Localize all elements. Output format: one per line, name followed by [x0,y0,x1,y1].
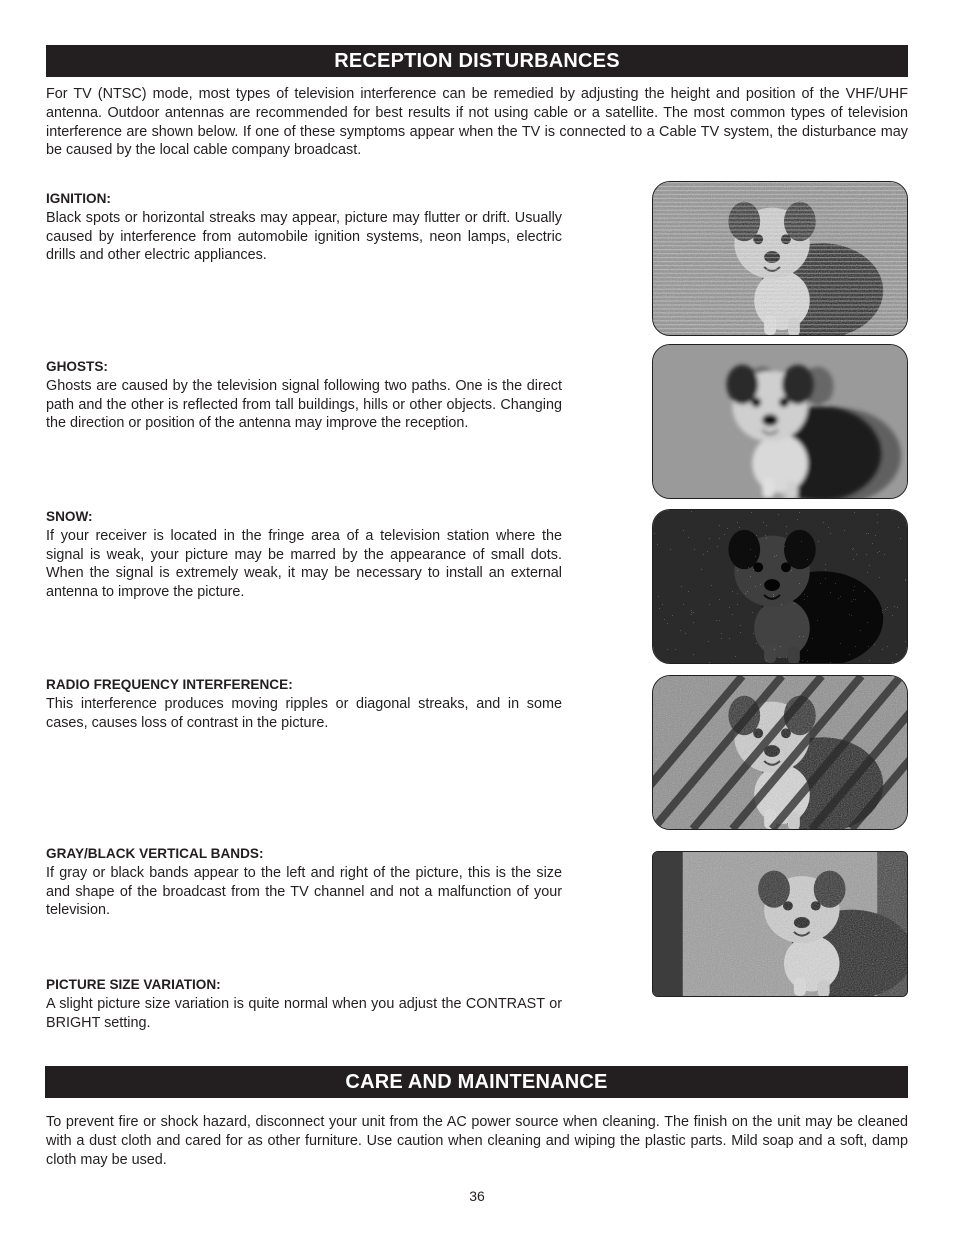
section-header-care: CARE AND MAINTENANCE [45,1066,908,1098]
ignition-example-image [652,181,908,336]
section-title: GHOSTS: [46,359,108,374]
section-body: This interference produces moving ripples or diagonal streaks, and in some cases, causes loss of contrast in the picture. [46,695,562,731]
section-snow [46,508,562,602]
vertical-bands-example-image [652,851,908,997]
section-body: Black spots or horizontal streaks may appear, picture may flutter or drift. Usually caused by interference from automobile ignition systems, neon lamps, electric drills and other electric appliances. [46,209,562,264]
section-title: SNOW: [46,509,93,524]
section-rf-interference [46,676,562,732]
section-ignition [46,190,562,265]
section-title: IGNITION: [46,191,111,206]
section-header-reception: RECEPTION DISTURBANCES [46,45,908,77]
section-body: A slight picture size variation is quite normal when you adjust the CONTRAST or BRIGHT setting. [46,995,562,1031]
section-ghosts [46,358,562,433]
section-body: If gray or black bands appear to the left and right of the picture, this is the size and shape of the broadcast from the TV channel and not a malfunction of your television. [46,864,562,919]
ghosts-example-image [652,344,908,499]
snow-example-image [652,509,908,664]
section-picture-size [46,976,562,1032]
section-vertical-bands [46,845,562,920]
section-title: RADIO FREQUENCY INTERFERENCE: [46,677,293,692]
page-number: 36 [469,1188,485,1204]
section-title: PICTURE SIZE VARIATION: [46,977,221,992]
section-body: Ghosts are caused by the television signal following two paths. One is the direct path and the other is reflected from tall buildings, hills or other objects. Changing the direction or position of the antenna may improve the reception. [46,377,562,432]
intro-paragraph: For TV (NTSC) mode, most types of television interference can be remedied by adjusting the height and position of the VHF/UHF antenna. Outdoor antennas are recommended for best results if not using cable or a satellite. The most common types of television interference are shown below. If one of these symptoms appear when the TV is connected to a Cable TV system, the disturbance may be caused by the local cable company broadcast. [46,86,908,159]
section-body: If your receiver is located in the fringe area of a television station where the signal is weak, your picture may be marred by the appearance of small dots. When the signal is extremely weak, it may be necessary to install an external antenna to improve the picture. [46,527,562,601]
care-paragraph: To prevent fire or shock hazard, disconnect your unit from the AC power source when cleaning. The finish on the unit may be cleaned with a dust cloth and cared for as other furniture. Use caution when cleaning and wiping the plastic parts. Mild soap and a soft, damp cloth may be used. [46,1114,908,1168]
rf-interference-example-image [652,675,908,830]
section-title: GRAY/BLACK VERTICAL BANDS: [46,846,264,861]
